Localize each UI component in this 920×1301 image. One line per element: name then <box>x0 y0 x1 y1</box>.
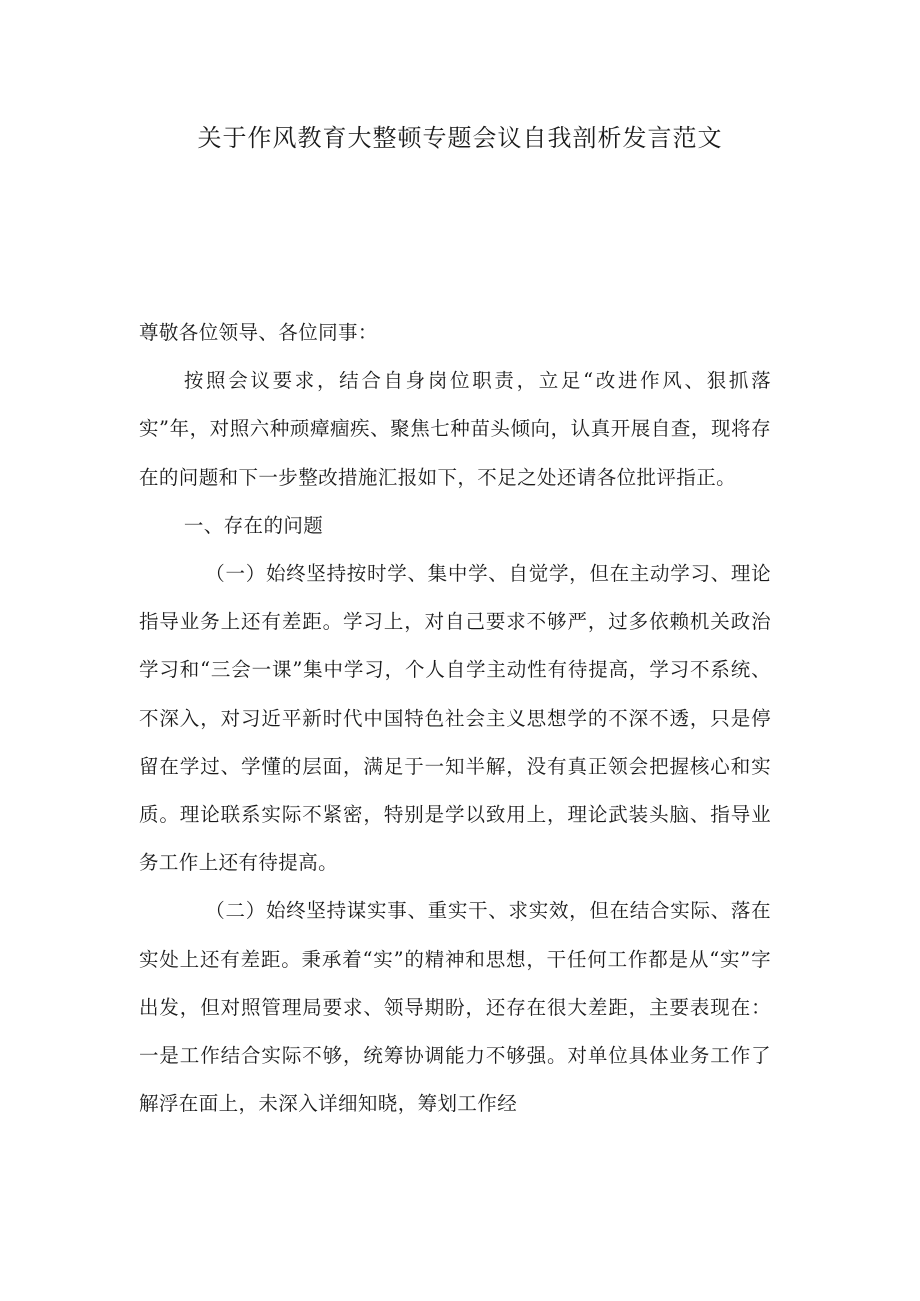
document-body <box>139 309 771 1128</box>
problem-paragraph-2: （二）始终坚持谋实事、重实干、求实效，但在结合实际、落在实处上还有差距。秉承着“实”的精神和思想，干任何工作都是从“实”字出发，但对照管理局要求、领导期盼，还存在很大差距，主要表现在：一是工作结合实际不够，统筹协调能力不够强。对单位具体业务工作了解浮在面上，未深入详细知晓，筹划工作经 <box>139 899 771 1116</box>
salutation: 尊敬各位领导、各位同事： <box>139 321 378 344</box>
document-title: 关于作风教育大整顿专题会议自我剖析发言范文 <box>197 124 723 152</box>
problem-paragraph-1: （一）始终坚持按时学、集中学、自觉学，但在主动学习、理论指导业务上还有差距。学习上，对自己要求不够严，过多依赖机关政治学习和“三会一课”集中学习，个人自学主动性有待提高，学习不系统、不深入，对习近平新时代中国特色社会主义思想学的不深不透，只是停留在学过、学懂的层面，满足于一知半解，没有真正领会把握核心和实质。理论联系实际不紧密，特别是学以致用上，理论武装头脑、指导业务工作上还有待提高。 <box>139 562 771 875</box>
section-heading: 一、存在的问题 <box>183 513 324 537</box>
intro-paragraph: 按照会议要求，结合自身岗位职责，立足“改进作风、狠抓落实”年，对照六种顽瘴痼疾、聚焦七种苗头倾向，认真开展自查，现将存在的问题和下一步整改措施汇报如下，不足之处还请各位批评指正。 <box>139 369 771 489</box>
